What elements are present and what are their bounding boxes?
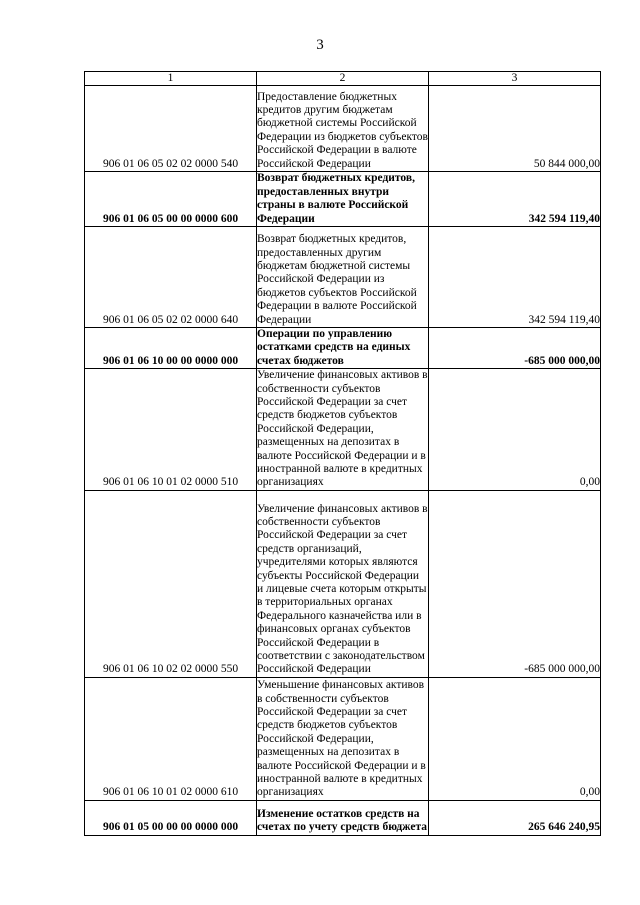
row-amount: -685 000 000,00 xyxy=(429,328,601,369)
budget-code: 906 01 06 05 00 00 0000 600 xyxy=(85,172,257,227)
table-row xyxy=(85,227,601,328)
row-amount: 265 646 240,95 xyxy=(429,800,601,835)
budget-code: 906 01 06 10 02 02 0000 550 xyxy=(85,490,257,677)
table-row xyxy=(85,490,601,677)
row-amount: 0,00 xyxy=(429,369,601,491)
row-amount: 342 594 119,40 xyxy=(429,227,601,328)
table-row xyxy=(85,677,601,800)
table-row xyxy=(85,86,601,172)
row-description: Операции по управлению остатками средств на единых счетах бюджетов xyxy=(257,328,429,369)
row-description: Предоставление бюджетных кредитов другим бюджетам бюджетной системы Российской Федерации из бюджетов субъектов Российской Федерации в валюте Российской Федерации xyxy=(257,86,429,172)
budget-sources-table xyxy=(84,71,601,836)
budget-code: 906 01 06 10 01 02 0000 510 xyxy=(85,369,257,491)
table-row xyxy=(85,369,601,491)
column-header-amount: 3 xyxy=(429,72,601,86)
row-amount: 0,00 xyxy=(429,677,601,800)
row-amount: 342 594 119,40 xyxy=(429,172,601,227)
row-description: Изменение остатков средств на счетах по учету средств бюджета xyxy=(257,800,429,835)
budget-code: 906 01 05 00 00 00 0000 000 xyxy=(85,800,257,835)
column-header-code: 1 xyxy=(85,72,257,86)
page-number: 3 xyxy=(316,37,324,53)
table-row xyxy=(85,328,601,369)
column-header-description: 2 xyxy=(257,72,429,86)
row-description: Увеличение финансовых активов в собственности субъектов Российской Федерации за счет средств организаций, учредителями которых являются субъекты Российской Федерации и лицевые счета которым открыты в территориальных органах Федерального казначейства или в финансовых органах субъектов Российской Федерации в соответствии с законодательством Российской Федерации xyxy=(257,490,429,677)
row-amount: -685 000 000,00 xyxy=(429,490,601,677)
table-row xyxy=(85,172,601,227)
row-description: Возврат бюджетных кредитов, предоставленных внутри страны в валюте Российской Федерации xyxy=(257,172,429,227)
row-description: Возврат бюджетных кредитов, предоставленных другим бюджетам бюджетной системы Российской Федерации из бюджетов субъектов Российской Федерации в валюте Российской Федерации xyxy=(257,227,429,328)
budget-code: 906 01 06 05 02 02 0000 640 xyxy=(85,227,257,328)
table-header-row xyxy=(85,72,601,86)
budget-code: 906 01 06 10 01 02 0000 610 xyxy=(85,677,257,800)
table-row xyxy=(85,800,601,835)
budget-code: 906 01 06 05 02 02 0000 540 xyxy=(85,86,257,172)
budget-code: 906 01 06 10 00 00 0000 000 xyxy=(85,328,257,369)
row-description: Увеличение финансовых активов в собственности субъектов Российской Федерации за счет средств бюджетов субъектов Российской Федерации, размещенных на депозитах в валюте Российской Федерации и в иностранной валюте в кредитных организациях xyxy=(257,369,428,489)
row-description: Уменьшение финансовых активов в собственности субъектов Российской Федерации за счет средств бюджетов субъектов Российской Федерации, размещенных на депозитах в валюте Российской Федерации и в иностранной валюте в кредитных организациях xyxy=(257,677,429,800)
row-amount: 50 844 000,00 xyxy=(429,86,601,172)
